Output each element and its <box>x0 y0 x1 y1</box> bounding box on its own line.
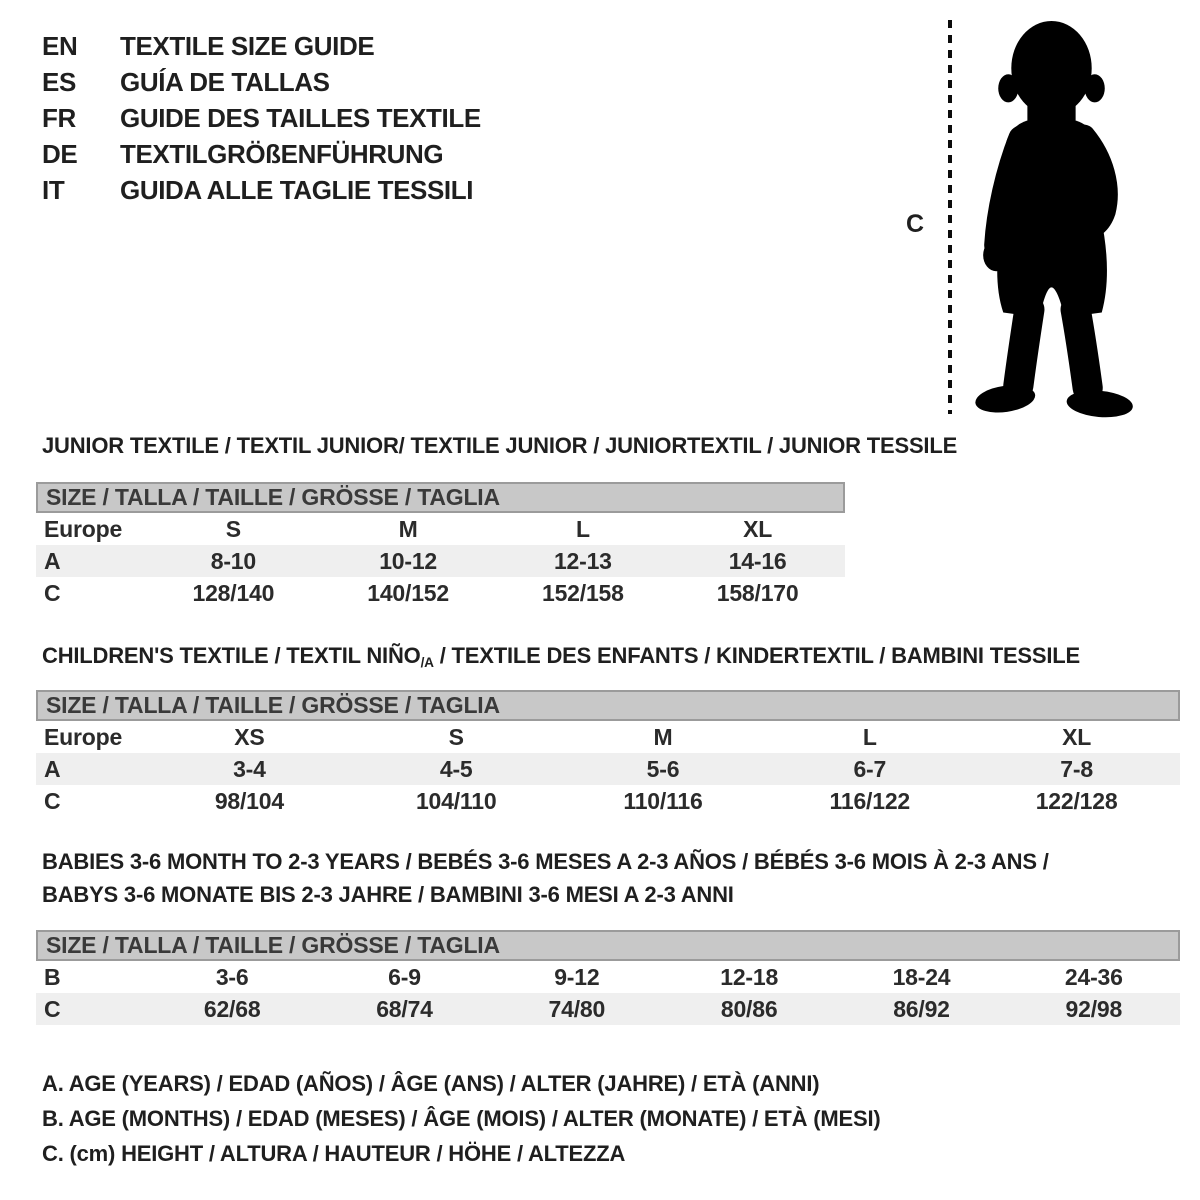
table-cell: 140/152 <box>367 580 449 606</box>
table-cell: 158/170 <box>716 580 799 606</box>
toddler-silhouette-icon <box>962 16 1140 418</box>
row-label: C <box>44 996 61 1022</box>
table-cell: 14-16 <box>728 548 787 574</box>
height-measure-label: C <box>906 210 925 238</box>
table-cell: 12-13 <box>553 548 612 574</box>
heading-text: CHILDREN'S TEXTILE / TEXTIL NIÑO <box>42 643 421 668</box>
guide-title: TEXTILE SIZE GUIDE <box>120 30 375 61</box>
language-row-de <box>42 136 481 172</box>
table-cell: 18-24 <box>892 964 951 990</box>
table-row-age <box>36 753 1180 785</box>
table-cell: 92/98 <box>1065 996 1123 1022</box>
row-label: B <box>44 964 61 990</box>
row-label: C <box>44 788 61 814</box>
table-row-columns <box>36 721 1180 753</box>
heading-subscript: /A <box>420 655 434 670</box>
section-heading-junior: JUNIOR TEXTILE / TEXTIL JUNIOR/ TEXTILE JUNIOR / JUNIORTEXTIL / JUNIOR TESSILE <box>42 433 958 458</box>
section-heading-babies <box>42 845 1049 911</box>
table-cell: 104/110 <box>415 788 497 814</box>
language-row-it <box>42 172 481 208</box>
table-cell: 122/128 <box>1035 788 1118 814</box>
language-code: DE <box>42 138 78 169</box>
column-header: M <box>398 516 418 542</box>
table-row-height <box>36 577 845 609</box>
size-header-bar: SIZE / TALLA / TAILLE / GRÖSSE / TAGLIA <box>36 690 1180 721</box>
table-cell: 24-36 <box>1064 964 1123 990</box>
language-code: FR <box>42 102 76 133</box>
language-row-en <box>42 28 481 64</box>
table-cell: 152/158 <box>542 580 624 606</box>
guide-title: GUIDA ALLE TAGLIE TESSILI <box>120 174 474 205</box>
table-row-age <box>36 545 845 577</box>
guide-title: GUIDE DES TAILLES TEXTILE <box>120 102 481 133</box>
table-cell: 80/86 <box>720 996 778 1022</box>
table-cell: 3-4 <box>233 756 266 782</box>
language-code: IT <box>42 174 65 205</box>
table-row-height <box>36 785 1180 817</box>
table-cell: 128/140 <box>192 580 275 606</box>
heading-line: BABYS 3-6 MONATE BIS 2-3 JAHRE / BAMBINI 3-6 MESI A 2-3 ANNI <box>42 882 734 907</box>
legend-line-b: B. AGE (MONTHS) / EDAD (MESES) / ÂGE (MOIS) / ALTER (MONATE) / ETÀ (MESI) <box>42 1106 881 1131</box>
table-cell: 110/116 <box>623 788 703 814</box>
column-header: L <box>575 516 590 542</box>
language-code: EN <box>42 30 78 61</box>
column-header: M <box>653 724 673 750</box>
row-label: Europe <box>44 724 123 750</box>
table-cell: 6-7 <box>853 756 887 782</box>
table-cell: 74/80 <box>548 996 606 1022</box>
table-cell: 98/104 <box>214 788 284 814</box>
junior-size-table <box>36 482 845 609</box>
language-code: ES <box>42 66 76 97</box>
row-label: A <box>44 756 61 782</box>
table-cell: 62/68 <box>203 996 261 1022</box>
babies-size-table <box>36 930 1180 1025</box>
legend-line-a: A. AGE (YEARS) / EDAD (AÑOS) / ÂGE (ANS) / ALTER (JAHRE) / ETÀ (ANNI) <box>42 1071 820 1096</box>
column-header: S <box>225 516 241 542</box>
row-label: C <box>44 580 61 606</box>
table-cell: 7-8 <box>1060 756 1093 782</box>
children-size-table <box>36 690 1180 817</box>
language-row-es <box>42 64 481 100</box>
table-cell: 68/74 <box>376 996 433 1022</box>
row-label: Europe <box>44 516 123 542</box>
section-heading-children <box>42 643 1080 669</box>
size-header-bar: SIZE / TALLA / TAILLE / GRÖSSE / TAGLIA <box>36 482 845 513</box>
column-header: L <box>862 724 877 750</box>
table-row-age-months <box>36 961 1180 993</box>
table-cell: 116/122 <box>829 788 911 814</box>
guide-title: GUÍA DE TALLAS <box>120 66 330 97</box>
column-header: S <box>448 724 464 750</box>
table-cell: 9-12 <box>554 964 600 990</box>
height-measure-dashed-line <box>948 20 952 414</box>
table-row-height <box>36 993 1180 1025</box>
table-cell: 3-6 <box>215 964 249 990</box>
heading-text: / TEXTILE DES ENFANTS / KINDERTEXTIL / BAMBINI TESSILE <box>433 643 1081 668</box>
legend-line-c: C. (cm) HEIGHT / ALTURA / HAUTEUR / HÖHE / ALTEZZA <box>42 1141 626 1166</box>
legend <box>42 1066 880 1171</box>
column-header: XL <box>743 516 773 542</box>
heading-line: BABIES 3-6 MONTH TO 2-3 YEARS / BEBÉS 3-6 MESES A 2-3 AÑOS / BÉBÉS 3-6 MOIS À 2-3 ANS / <box>42 849 1049 874</box>
language-row-fr <box>42 100 481 136</box>
language-title-list <box>42 28 481 208</box>
row-label: A <box>44 548 61 574</box>
column-header: XS <box>234 724 265 750</box>
table-cell: 4-5 <box>439 756 473 782</box>
table-cell: 8-10 <box>210 548 256 574</box>
table-cell: 10-12 <box>379 548 438 574</box>
column-header: XL <box>1062 724 1092 750</box>
guide-title: TEXTILGRÖßENFÜHRUNG <box>120 138 444 169</box>
table-cell: 86/92 <box>893 996 950 1022</box>
size-header-bar: SIZE / TALLA / TAILLE / GRÖSSE / TAGLIA <box>36 930 1180 961</box>
table-cell: 5-6 <box>646 756 680 782</box>
table-row-columns <box>36 513 845 545</box>
table-cell: 12-18 <box>720 964 779 990</box>
table-cell: 6-9 <box>388 964 421 990</box>
